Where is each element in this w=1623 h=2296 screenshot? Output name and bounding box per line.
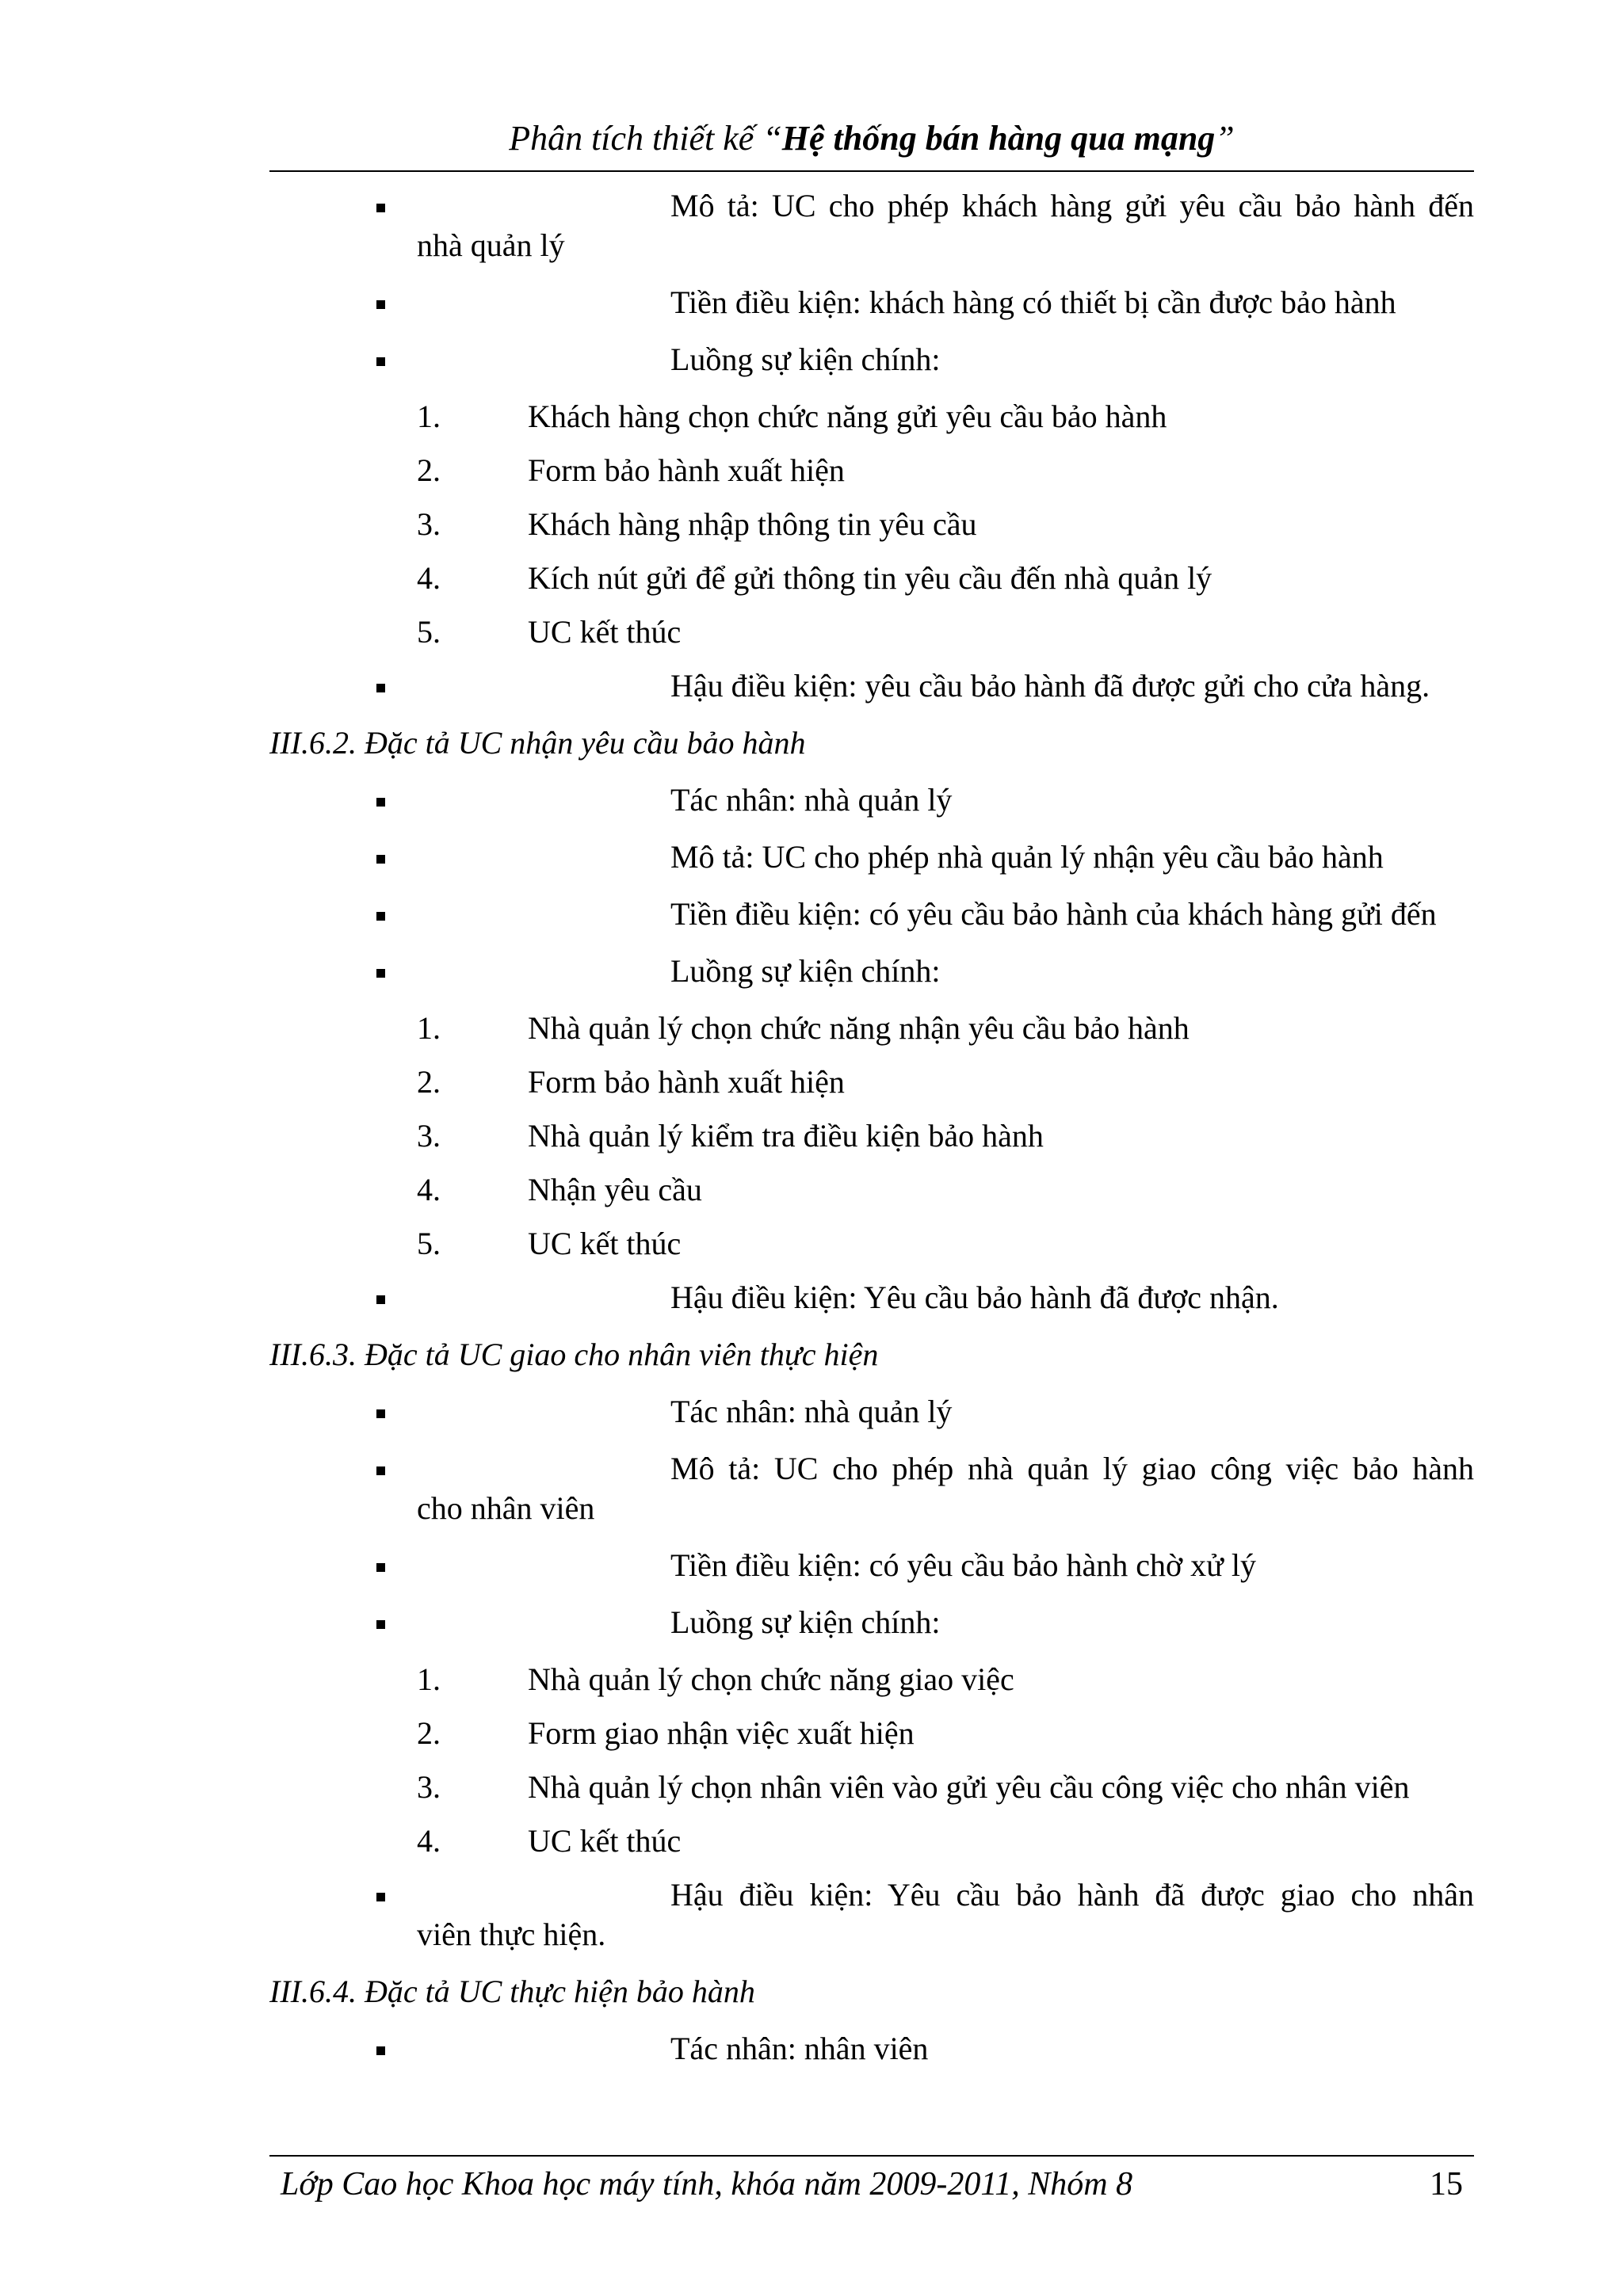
section-heading: III.6.3. Đặc tả UC giao cho nhân viên thực hiện: [269, 1337, 879, 1372]
numbered-step: [269, 559, 1474, 598]
bullet-item: [269, 1449, 1474, 1528]
step-text: Kích nút gửi để gửi thông tin yêu cầu đến nhà quản lý: [528, 560, 1212, 596]
step-text: UC kết thúc: [528, 1226, 682, 1261]
page-header: [269, 107, 1474, 172]
header-prefix: Phân tích thiết kế “: [509, 119, 782, 158]
bullet-item: [269, 340, 1474, 379]
header-text: [509, 119, 1235, 158]
numbered-step: [269, 397, 1474, 437]
bullet-text: Tiền điều kiện: có yêu cầu bảo hành chờ xử lý: [670, 1547, 1256, 1583]
square-bullet-icon: [376, 912, 385, 921]
bullet-text: Luồng sự kiện chính:: [670, 953, 941, 989]
numbered-step: [269, 1768, 1474, 1807]
bullet-item: [269, 1278, 1474, 1318]
numbered-step: [269, 1062, 1474, 1102]
step-text: UC kết thúc: [528, 614, 682, 650]
bullet-text: Hậu điều kiện: Yêu cầu bảo hành đã được nhận.: [670, 1280, 1279, 1315]
step-number: 1.: [417, 1661, 441, 1697]
footer-text: Lớp Cao học Khoa học máy tính, khóa năm 2009-2011, Nhóm 8: [281, 2166, 1133, 2203]
step-text: Nhà quản lý kiểm tra điều kiện bảo hành: [528, 1118, 1044, 1154]
bullet-text: Hậu điều kiện: yêu cầu bảo hành đã được gửi cho cửa hàng.: [670, 668, 1430, 704]
step-text: Nhà quản lý chọn nhân viên vào gửi yêu cầu công việc cho nhân viên: [528, 1769, 1410, 1805]
square-bullet-icon: [376, 2046, 385, 2055]
numbered-step: [269, 451, 1474, 490]
bullet-item: [269, 1603, 1474, 1642]
step-text: Nhận yêu cầu: [528, 1172, 702, 1207]
bullet-item: [269, 2029, 1474, 2069]
bullet-item: [269, 283, 1474, 322]
square-bullet-icon: [376, 684, 385, 692]
square-bullet-icon: [376, 969, 385, 978]
bullet-item: [269, 780, 1474, 820]
bullet-text: Tiền điều kiện: có yêu cầu bảo hành của khách hàng gửi đến: [670, 896, 1437, 932]
numbered-step: [269, 1116, 1474, 1156]
numbered-step: [269, 1714, 1474, 1753]
bullet-text: Tác nhân: nhà quản lý: [670, 1394, 953, 1429]
document-body: [269, 186, 1474, 2086]
bullet-text: Luồng sự kiện chính:: [670, 1604, 941, 1640]
square-bullet-icon: [376, 855, 385, 864]
step-number: 1.: [417, 399, 441, 434]
page-number: 15: [1430, 2166, 1463, 2203]
step-number: 4.: [417, 1823, 441, 1859]
square-bullet-icon: [376, 357, 385, 366]
square-bullet-icon: [376, 1409, 385, 1418]
square-bullet-icon: [376, 1466, 385, 1475]
bullet-item: [269, 952, 1474, 991]
step-number: 3.: [417, 506, 441, 542]
square-bullet-icon: [376, 204, 385, 212]
square-bullet-icon: [376, 300, 385, 309]
numbered-step: [269, 1009, 1474, 1048]
numbered-step: [269, 1224, 1474, 1264]
numbered-step: [269, 1821, 1474, 1861]
bullet-text: Tiền điều kiện: khách hàng có thiết bị cần được bảo hành: [670, 284, 1396, 320]
numbered-step: [269, 1170, 1474, 1210]
square-bullet-icon: [376, 1893, 385, 1901]
step-number: 3.: [417, 1118, 441, 1154]
bullet-text: Tác nhân: nhân viên: [670, 2031, 929, 2066]
step-text: Form bảo hành xuất hiện: [528, 452, 845, 488]
bullet-item: [269, 1875, 1474, 1955]
step-number: 1.: [417, 1010, 441, 1046]
numbered-step: [269, 1660, 1474, 1699]
section-heading: III.6.2. Đặc tả UC nhận yêu cầu bảo hành: [269, 725, 806, 761]
step-number: 5.: [417, 1226, 441, 1261]
square-bullet-icon: [376, 1620, 385, 1629]
step-text: UC kết thúc: [528, 1823, 682, 1859]
bullet-text: Hậu điều kiện: Yêu cầu bảo hành đã được giao cho nhân: [670, 1877, 1474, 1913]
bullet-text-continuation: cho nhân viên: [417, 1490, 595, 1526]
bullet-item: [269, 666, 1474, 706]
step-number: 4.: [417, 560, 441, 596]
bullet-text: Luồng sự kiện chính:: [670, 341, 941, 377]
bullet-item: [269, 894, 1474, 934]
bullet-item: [269, 1546, 1474, 1585]
step-text: Form bảo hành xuất hiện: [528, 1064, 845, 1100]
numbered-step: [269, 505, 1474, 544]
bullet-text: Tác nhân: nhà quản lý: [670, 782, 953, 818]
bullet-item: [269, 186, 1474, 265]
bullet-text: Mô tả: UC cho phép nhà quản lý giao công việc bảo hành: [670, 1451, 1474, 1486]
step-text: Khách hàng nhập thông tin yêu cầu: [528, 506, 977, 542]
header-title: Hệ thống bán hàng qua mạng: [781, 119, 1216, 158]
page-footer: [269, 2155, 1474, 2212]
step-text: Nhà quản lý chọn chức năng giao việc: [528, 1661, 1014, 1697]
step-number: 4.: [417, 1172, 441, 1207]
square-bullet-icon: [376, 1563, 385, 1572]
bullet-text-continuation: viên thực hiện.: [417, 1917, 606, 1952]
numbered-step: [269, 612, 1474, 652]
step-text: Khách hàng chọn chức năng gửi yêu cầu bảo hành: [528, 399, 1167, 434]
step-number: 2.: [417, 1064, 441, 1100]
header-suffix: ”: [1215, 119, 1235, 158]
section-heading: III.6.4. Đặc tả UC thực hiện bảo hành: [269, 1974, 755, 2009]
step-number: 2.: [417, 1715, 441, 1751]
square-bullet-icon: [376, 1295, 385, 1304]
bullet-text: Mô tả: UC cho phép khách hàng gửi yêu cầu bảo hành đến: [670, 188, 1474, 223]
bullet-item: [269, 837, 1474, 877]
step-number: 3.: [417, 1769, 441, 1805]
bullet-item: [269, 1392, 1474, 1432]
step-text: Nhà quản lý chọn chức năng nhận yêu cầu bảo hành: [528, 1010, 1190, 1046]
bullet-text-continuation: nhà quản lý: [417, 227, 565, 263]
bullet-text: Mô tả: UC cho phép nhà quản lý nhận yêu cầu bảo hành: [670, 839, 1384, 875]
step-number: 2.: [417, 452, 441, 488]
step-text: Form giao nhận việc xuất hiện: [528, 1715, 915, 1751]
square-bullet-icon: [376, 798, 385, 807]
step-number: 5.: [417, 614, 441, 650]
